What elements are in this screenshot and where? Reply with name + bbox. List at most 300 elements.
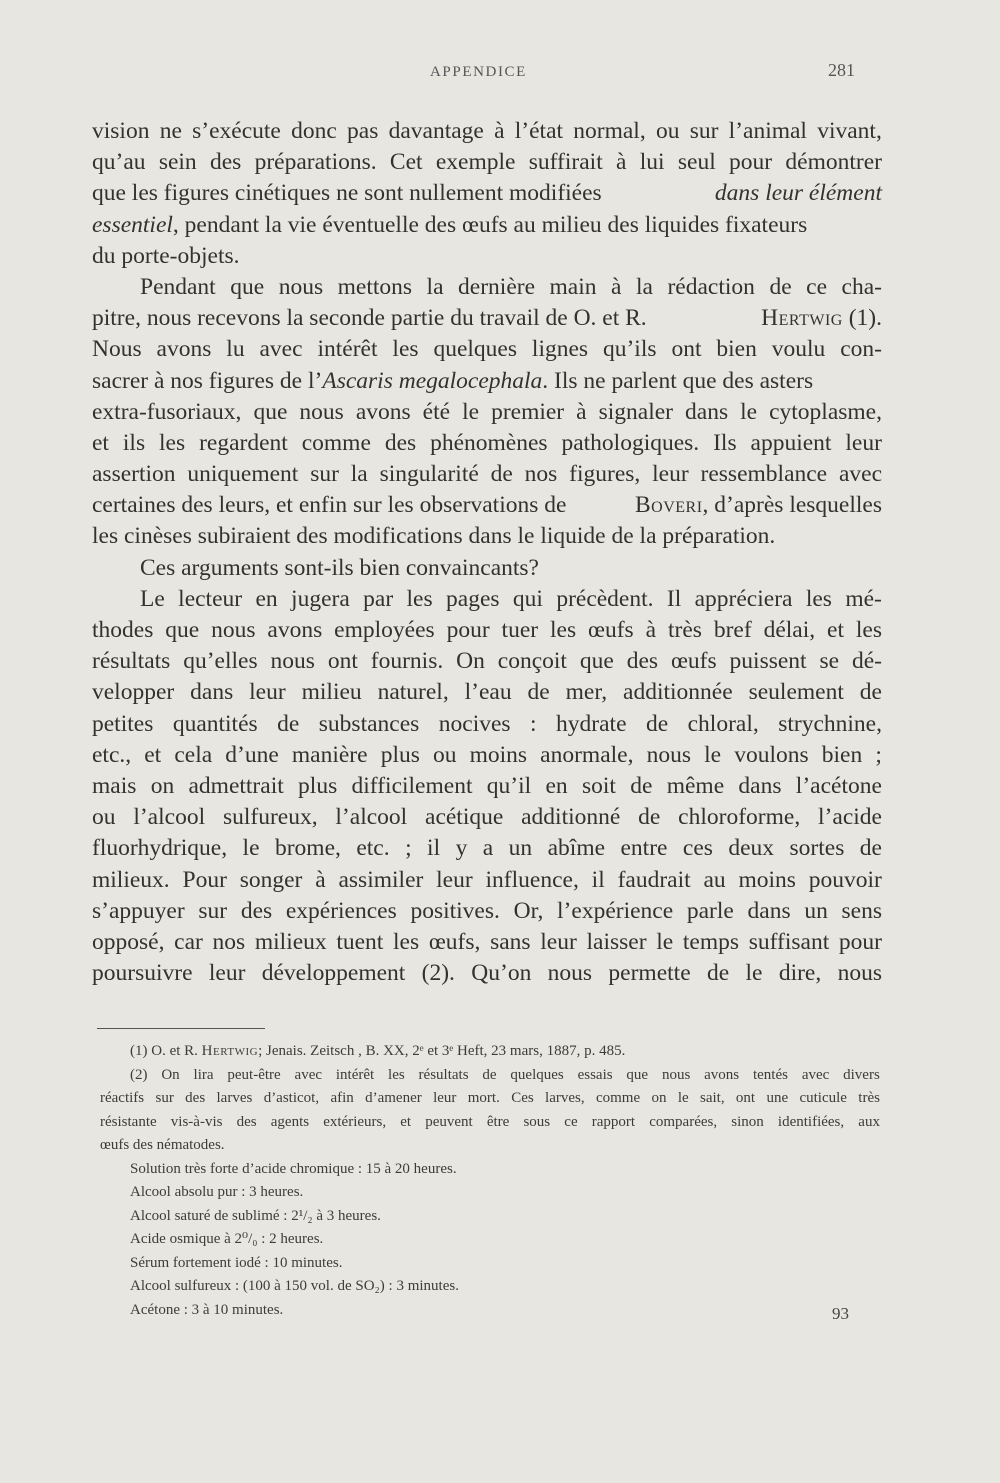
reagent-item: Alcool sulfureux : (100 à 150 vol. de SO₂) : 3 minutes. (130, 1278, 459, 1294)
text-line (92, 615, 882, 646)
word: l’acide (818, 804, 882, 831)
text-line (92, 896, 882, 927)
word: qu’ils (602, 336, 657, 363)
text-line (92, 740, 882, 771)
word: milieux (254, 928, 327, 955)
text-line (92, 272, 882, 303)
word: dans (190, 679, 234, 706)
word: extérieurs, (323, 1113, 387, 1130)
word: leur (652, 461, 689, 488)
word: leur (436, 866, 473, 893)
word: des (209, 149, 242, 176)
word: donc (291, 118, 337, 144)
word: : (530, 710, 537, 737)
word: qui (512, 585, 543, 612)
text-line: Ces arguments sont-ils bien convaincants? (140, 554, 539, 581)
word: sur (310, 461, 339, 488)
word: ; (875, 741, 882, 768)
word: qu’il (486, 772, 532, 799)
word: permette (608, 960, 691, 987)
word: leur (845, 429, 882, 456)
word: les (392, 336, 419, 363)
word: entre (620, 835, 668, 862)
word: singularité (379, 461, 479, 488)
word: sur (155, 1090, 174, 1106)
word: plus (298, 772, 338, 799)
word: jugera (291, 585, 350, 612)
word: agents (270, 1113, 310, 1130)
word: opposé, (92, 928, 165, 955)
text-span (761, 303, 882, 334)
text-span: certaines des leurs, et enfin sur les observations de (92, 492, 567, 519)
word: plus (380, 741, 420, 768)
word: voulu (771, 336, 826, 363)
word: il (427, 835, 441, 862)
footnotes (100, 1040, 880, 1322)
word: (2). (421, 960, 455, 987)
word: Or, (513, 897, 544, 924)
italic-phrase: Ascaris megalocephala (322, 367, 543, 394)
word: se (819, 648, 840, 675)
word: comme (301, 429, 371, 456)
word: vis-à-vis (170, 1113, 223, 1130)
text-line (92, 116, 882, 147)
word: même (666, 772, 725, 799)
word: sait, (699, 1090, 725, 1106)
word: à (645, 617, 657, 643)
word: intérêt (317, 336, 378, 363)
word: appuient (750, 429, 832, 456)
word: aux (858, 1113, 880, 1130)
word: moins (738, 866, 796, 893)
word: abîme (547, 835, 606, 862)
footnote-2-line (100, 1087, 880, 1111)
word: leur (540, 928, 577, 955)
word: appréciera (694, 585, 793, 612)
text-span (92, 366, 813, 397)
word: ou (432, 741, 457, 768)
word: bien (716, 336, 757, 363)
word: le (242, 835, 260, 862)
word: développement (261, 960, 406, 987)
word: extra-fusoriaux, (92, 398, 242, 425)
word: acétique (425, 804, 504, 831)
word: ont (327, 648, 358, 675)
word: Pour (182, 866, 227, 893)
word: la (426, 273, 444, 300)
text-span: pitre, nous recevons la seconde partie du travail de O. et R. (92, 305, 647, 332)
word: mé- (845, 585, 882, 612)
word: de (859, 679, 882, 706)
text-span: ; Jenais. Zeitsch , B. XX, 2ᵉ et 3ᵉ Heft, 23 mars, 1887, p. 485. (258, 1043, 626, 1059)
word: et (827, 617, 844, 643)
word: l’alcool (335, 804, 408, 831)
word: (2) (130, 1066, 148, 1083)
word: premier (491, 398, 565, 425)
text-line (92, 771, 882, 802)
word: thodes (92, 617, 154, 643)
text-line (92, 303, 882, 334)
text-line (92, 584, 882, 615)
word: pour (729, 149, 773, 176)
text-line (92, 490, 882, 521)
word: sortes (789, 835, 845, 862)
word: à (494, 118, 505, 144)
word: intérêt (335, 1066, 375, 1083)
word: pathologiques. (561, 429, 700, 456)
signature-folio: 93 (832, 1304, 849, 1323)
word: sur (198, 897, 228, 924)
text-line (92, 459, 882, 490)
word: de (490, 461, 513, 488)
word: ce (806, 273, 828, 300)
word: leur (208, 960, 246, 987)
word: lui (639, 149, 665, 176)
author-name: Boveri (634, 492, 703, 519)
word: parle (686, 897, 734, 924)
text-line (92, 802, 882, 833)
word: positives. (410, 897, 500, 924)
word: Il (666, 585, 682, 612)
word: avons (704, 1066, 740, 1083)
word: petites (92, 710, 154, 737)
reagent-item: Acide osmique à 2⁰/₀ : 2 heures. (130, 1231, 324, 1247)
word: de (769, 273, 792, 300)
text-line (92, 178, 882, 209)
word: dans (738, 772, 782, 799)
word: cha- (841, 273, 882, 300)
word: que (253, 398, 288, 425)
word: à (611, 273, 622, 300)
text-line (92, 366, 882, 397)
word: bref (713, 617, 752, 643)
word: nos (212, 928, 246, 955)
word: ou (92, 804, 116, 831)
word: suffisant (748, 928, 830, 955)
word: avec (838, 461, 882, 488)
word: y (455, 835, 468, 862)
word: dernière (458, 273, 536, 300)
word: Ces (511, 1090, 534, 1106)
word: les (805, 585, 832, 612)
word: pour (838, 928, 882, 955)
word: additionné (521, 804, 621, 831)
word: cuticule (799, 1090, 847, 1106)
word: nous (837, 960, 882, 987)
word: Cet (389, 149, 423, 176)
word: influence, (485, 866, 579, 893)
word: lira (193, 1066, 214, 1083)
word: ce (564, 1113, 578, 1130)
word: œufs, (428, 928, 481, 955)
text-line (92, 677, 882, 708)
word: s’appuyer (92, 897, 185, 924)
word: ont (671, 336, 702, 363)
word: difficilement (351, 772, 473, 799)
word: additionnée (623, 679, 733, 706)
author-name: Hertwig (201, 1043, 259, 1059)
text-span (92, 210, 807, 241)
italic-phrase: essentiel (92, 211, 173, 238)
word: ont (735, 1090, 756, 1106)
word: résistante (100, 1113, 157, 1130)
text-line: les cinèses subiraient des modifications dans le liquide de la préparation. (92, 523, 776, 550)
word: résultats (92, 648, 171, 675)
page-number: 281 (828, 60, 855, 80)
word: voulons (734, 741, 809, 768)
word: uniquement (187, 461, 299, 488)
word: œufs (670, 648, 717, 675)
text-span: (1) O. et R. (130, 1043, 198, 1059)
word: faudrait (617, 866, 691, 893)
text-line (92, 958, 882, 989)
word: identifiées, (777, 1113, 845, 1130)
word: mer, (565, 679, 608, 706)
word: que (579, 648, 614, 675)
word: pages (446, 585, 500, 612)
word: l’acétone (795, 772, 882, 799)
word: il (591, 866, 605, 893)
word: les (855, 617, 882, 643)
word: main (549, 273, 597, 300)
word: de (859, 835, 882, 862)
main-text (92, 116, 882, 989)
word: peuvent (425, 1113, 473, 1130)
word: en (255, 585, 278, 612)
word: des (240, 897, 273, 924)
word: dans (685, 398, 729, 425)
text-line (92, 147, 882, 178)
word: nous (661, 1066, 691, 1083)
word: qu’au (92, 149, 146, 176)
text-span: sacrer à nos figures de l’ (92, 367, 323, 394)
word: anormale, (540, 741, 634, 768)
word: d’une (225, 741, 279, 768)
word: con- (840, 336, 882, 363)
running-head: APPENDICE (430, 64, 527, 80)
word: on (150, 772, 175, 799)
word: temps (682, 928, 740, 955)
word: assimiler (338, 866, 424, 893)
text-line (92, 428, 882, 459)
word: de (630, 772, 653, 799)
word: sulfureux, (222, 804, 318, 831)
word: figures, (569, 461, 641, 488)
word: l’alcool (133, 804, 206, 831)
text-span: . Ils ne parlent que des asters (542, 367, 814, 394)
word: On (456, 648, 485, 675)
word: œufs (588, 617, 634, 643)
word: ressemblance (700, 461, 828, 488)
word: et (400, 1113, 412, 1130)
word: de (706, 960, 730, 987)
footnote-2-line (100, 1064, 880, 1088)
text-line (92, 709, 882, 740)
word: leur (249, 679, 286, 706)
word: chloroforme, (678, 804, 801, 831)
word: des (384, 429, 417, 456)
word: employées (334, 617, 435, 643)
word: normal, (573, 118, 646, 144)
reagent-item: Sérum fortement iodé : 10 minutes. (130, 1254, 343, 1271)
word: avons (156, 336, 212, 363)
word: l’état (514, 118, 564, 144)
reagent-item: Solution très forte d’acide chromique : 15 à 20 heures. (130, 1160, 457, 1177)
text-line (92, 927, 882, 958)
word: puissent (729, 648, 807, 675)
word: précèdent. (556, 585, 654, 612)
word: comme (595, 1090, 641, 1106)
word: au (703, 866, 726, 893)
word: sein (158, 149, 197, 176)
word: Nous (92, 336, 142, 363)
word: les (406, 585, 433, 612)
word: vision (92, 118, 150, 144)
word: sinon (731, 1113, 764, 1130)
word: naturel, (377, 679, 449, 706)
word: Pendant (140, 273, 216, 300)
word: brome, (274, 835, 341, 862)
word: pouvoir (808, 866, 882, 893)
word: a (482, 835, 494, 862)
word: d’amener (365, 1090, 422, 1106)
word: seul (677, 149, 716, 176)
word: avec (259, 336, 303, 363)
footnote-2-line (100, 1111, 880, 1135)
word: pas (347, 118, 379, 144)
text-span: , pendant la vie éventuelle des œufs au milieu des liquides fixateurs (172, 211, 808, 238)
word: ne (159, 118, 182, 144)
word: velopper (92, 679, 175, 706)
word: à (315, 866, 326, 893)
word: avons (355, 398, 411, 425)
word: expériences (285, 897, 397, 924)
word: nous (547, 960, 593, 987)
word: été (422, 398, 451, 425)
word: on (651, 1090, 667, 1106)
word: quelques (510, 1066, 564, 1083)
word: exemple (435, 149, 516, 176)
word: lecteur (178, 585, 243, 612)
word: les (388, 1066, 405, 1083)
word: hydrate (556, 710, 627, 737)
word: très (858, 1090, 880, 1106)
word: vivant, (817, 118, 882, 144)
reagent-item: Acétone : 3 à 10 minutes. (130, 1301, 284, 1318)
word: dans (747, 897, 791, 924)
word: bien (821, 741, 863, 768)
word: de (482, 1066, 497, 1083)
word: l’eau (464, 679, 512, 706)
word: l’animal (728, 118, 807, 144)
word: préparations. (254, 149, 377, 176)
word: nous (299, 398, 344, 425)
word: larves, (545, 1090, 585, 1106)
word: signaler (598, 398, 673, 425)
word: démontrer (785, 149, 882, 176)
text-line (92, 833, 882, 864)
word: Le (140, 585, 165, 612)
word: des (185, 1090, 206, 1106)
word: quantités (172, 710, 258, 737)
word: à (616, 149, 627, 176)
word: que (230, 273, 265, 300)
word: milieux. (92, 866, 170, 893)
italic-phrase: dans leur élément (714, 180, 882, 207)
text-span: , d’après lesquelles (702, 492, 882, 519)
word: fournis. (370, 648, 444, 675)
author-name: Hertwig (761, 305, 843, 332)
word: le (740, 398, 758, 425)
text-line (92, 210, 882, 241)
word: divers (843, 1066, 880, 1083)
text-line (92, 334, 882, 365)
word: afin (330, 1090, 354, 1106)
text-line (92, 865, 882, 896)
footnote-2-line: œufs des nématodes. (100, 1137, 225, 1153)
word: On (161, 1066, 180, 1083)
word: substances (318, 710, 420, 737)
word: délai, (763, 617, 816, 643)
footnote-1 (100, 1040, 880, 1064)
word: tuent (336, 928, 384, 955)
word: tuer (501, 617, 539, 643)
word: quelques (433, 336, 517, 363)
word: lignes (531, 336, 589, 363)
word: mettons (337, 273, 413, 300)
word: avons (267, 617, 323, 643)
word: par (363, 585, 394, 612)
word: nous (278, 273, 324, 300)
word: laisser (586, 928, 647, 955)
word: seulement (748, 679, 844, 706)
word: le (745, 960, 763, 987)
word: Qu’on (471, 960, 532, 987)
word: mort. (467, 1090, 500, 1106)
footnote-ref: (1). (848, 305, 882, 332)
word: ces (682, 835, 713, 862)
word: les (550, 617, 577, 643)
word: suffirait (528, 149, 603, 176)
word: essais (577, 1066, 613, 1083)
word: songer (239, 866, 303, 893)
footnote-rule (97, 1028, 265, 1029)
word: très (667, 617, 702, 643)
word: un (804, 897, 828, 924)
word: que (165, 617, 200, 643)
word: poursuivre (92, 960, 193, 987)
reagent-item: Alcool absolu pur : 3 heures. (130, 1184, 304, 1200)
word: etc. (356, 835, 390, 862)
word: de (638, 804, 661, 831)
word: des (626, 648, 659, 675)
word: admettrait (188, 772, 284, 799)
text-span (635, 490, 882, 521)
word: conçoit (497, 648, 567, 675)
word: et (92, 429, 109, 456)
word: réactifs (100, 1090, 145, 1106)
word: la (350, 461, 368, 488)
word: ; (405, 835, 412, 862)
word: avec (801, 1066, 830, 1083)
word: car (174, 928, 203, 955)
word: phénomènes (430, 429, 548, 456)
word: sens (841, 897, 882, 924)
word: fluorhydrique, (92, 835, 228, 862)
word: deux (728, 835, 775, 862)
word: cytoplasme, (769, 398, 882, 425)
word: tentés (752, 1066, 788, 1083)
